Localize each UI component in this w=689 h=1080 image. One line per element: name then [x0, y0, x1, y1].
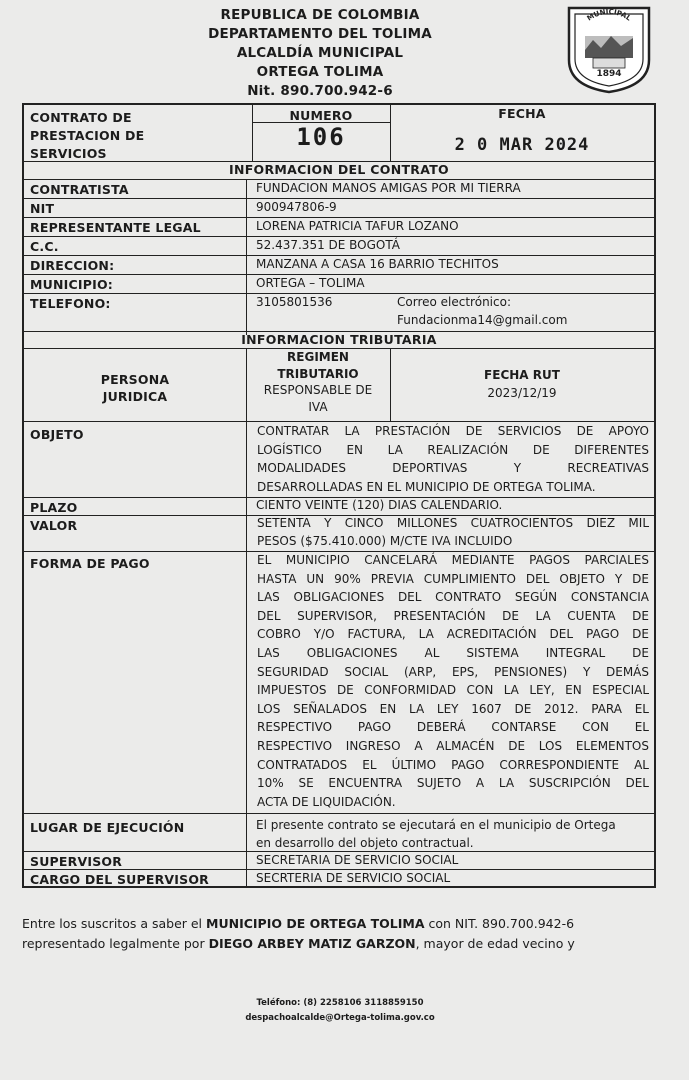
- forma-pago-line: LAS OBLIGACIONES DEL CONTRATO SEGÚN CONSTANCIA: [257, 590, 649, 605]
- body-line2-a: representado legalmente por: [22, 936, 209, 951]
- lugar-line1: El presente contrato se ejecutará en el municipio de Ortega: [256, 818, 616, 832]
- header-municipality: ORTEGA TOLIMA: [256, 64, 384, 80]
- label-objeto: OBJETO: [30, 427, 84, 442]
- forma-pago-line: CONTRATADOS EL ÚLTIMO PAGO CORRESPONDIENTE AL: [257, 757, 649, 772]
- label-contratista: CONTRATISTA: [30, 182, 129, 197]
- document-header: [150, 6, 490, 101]
- value-valor: [257, 515, 649, 550]
- objeto-line: DESARROLLADAS EN EL MUNICIPIO DE ORTEGA TOLIMA.: [257, 479, 596, 494]
- regimen-line1: REGIMEN: [287, 350, 349, 364]
- label-municipio: MUNICIPIO:: [30, 277, 113, 292]
- value-telefono: 3105801536: [256, 295, 333, 309]
- contract-number: 106: [296, 123, 346, 151]
- objeto-line: LOGÍSTICO EN LA REALIZACIÓN DE DIFERENTES: [257, 442, 649, 457]
- municipal-seal-icon: [563, 2, 655, 94]
- footer-email: despachoalcalde@Ortega-tolima.gov.co: [245, 1013, 435, 1023]
- value-representante: LORENA PATRICIA TAFUR LOZANO: [256, 219, 459, 233]
- contract-body-text: [22, 914, 642, 954]
- objeto-line: MODALIDADES DEPORTIVAS Y RECREATIVAS: [257, 461, 649, 476]
- forma-pago-line: 10% SE ENCUENTRA SUJETO A LA SUSCRIPCIÓN DEL: [257, 776, 649, 791]
- contract-title-line3: SERVICIOS: [30, 146, 107, 161]
- forma-pago-line: RESPECTIVO INGRESO A ALMACÉN DE LOS ELEMENTOS: [257, 738, 649, 753]
- value-forma-pago: [257, 551, 649, 811]
- forma-pago-line: LAS OBLIGACIONES AL SISTEMA INTEGRAL DE: [257, 645, 649, 660]
- persona-juridica: [24, 371, 246, 405]
- objeto-line: CONTRATAR LA PRESTACIÓN DE SERVICIOS DE APOYO: [257, 424, 649, 438]
- value-cargo-supervisor: SECRTERIA DE SERVICIO SOCIAL: [256, 871, 451, 885]
- body-line1-a: Entre los suscritos a saber el: [22, 916, 207, 931]
- value-objeto: [257, 422, 649, 496]
- forma-pago-line: EL MUNICIPIO CANCELARÁ MEDIANTE PAGOS PARCIALES: [257, 553, 649, 567]
- value-correo: Fundacionma14@gmail.com: [397, 313, 568, 327]
- valor-line1: SETENTA Y CINCO MILLONES CUATROCIENTOS DIEZ MIL: [257, 516, 649, 530]
- regimen-tributario: [246, 349, 390, 415]
- forma-pago-line: HASTA UN 90% PREVIA CUMPLIMIENTO DEL OBJETO Y DE: [257, 571, 649, 586]
- label-lugar-ejecucion: LUGAR DE EJECUCIÓN: [30, 820, 185, 835]
- forma-pago-line: DEL SUPERVISOR, PRESENTACIÓN DE LA CUENTA DE: [257, 608, 649, 623]
- label-cargo-supervisor: CARGO DEL SUPERVISOR: [30, 872, 209, 887]
- header-alcaldia: ALCALDÍA MUNICIPAL: [236, 45, 404, 61]
- value-lugar-ejecucion: [256, 816, 616, 852]
- label-valor: VALOR: [30, 518, 78, 533]
- lugar-line2: en desarrollo del objeto contractual.: [256, 836, 474, 850]
- value-plazo: CIENTO VEINTE (120) DIAS CALENDARIO.: [256, 498, 503, 512]
- label-cc: C.C.: [30, 239, 59, 254]
- body-line2: [22, 934, 642, 954]
- body-line2-c: , mayor de edad vecino y: [415, 936, 575, 951]
- label-forma-pago: FORMA DE PAGO: [30, 556, 150, 571]
- label-correo: Correo electrónico:: [397, 295, 511, 309]
- footer-phone: Teléfono: (8) 2258106 3118859150: [256, 998, 424, 1008]
- persona-line1: PERSONA: [100, 372, 170, 387]
- contract-date: 2 0 MAR 2024: [454, 135, 590, 155]
- label-supervisor: SUPERVISOR: [30, 854, 123, 869]
- section-info-tributaria: INFORMACION TRIBUTARIA: [241, 332, 437, 347]
- header-country: REPUBLICA DE COLOMBIA: [220, 7, 420, 23]
- forma-pago-line: ACTA DE LIQUIDACIÓN.: [257, 794, 396, 809]
- label-telefono: TELEFONO:: [30, 296, 111, 311]
- body-line1: [22, 914, 642, 934]
- body-municipio: MUNICIPIO DE ORTEGA TOLIMA: [206, 916, 425, 931]
- label-plazo: PLAZO: [30, 500, 78, 515]
- header-nit: Nit. 890.700.942-6: [247, 83, 393, 99]
- document-footer: [170, 996, 510, 1026]
- fecha-rut: [390, 366, 654, 402]
- value-cc: 52.437.351 DE BOGOTÁ: [256, 238, 400, 252]
- persona-line2: JURIDICA: [102, 389, 168, 404]
- value-direccion: MANZANA A CASA 16 BARRIO TECHITOS: [256, 257, 499, 271]
- body-representante: DIEGO ARBEY MATIZ GARZON: [208, 936, 416, 951]
- value-supervisor: SECRETARIA DE SERVICIO SOCIAL: [256, 853, 459, 867]
- section-info-contrato: INFORMACION DEL CONTRATO: [229, 162, 449, 177]
- fecha-rut-value: 2023/12/19: [487, 386, 557, 400]
- seal-year: 1894: [596, 69, 622, 79]
- value-contratista: FUNDACION MANOS AMIGAS POR MI TIERRA: [256, 181, 521, 195]
- label-direccion: DIRECCION:: [30, 258, 115, 273]
- numero-label: NUMERO: [289, 108, 353, 123]
- contract-table: [22, 103, 656, 888]
- forma-pago-line: COBRO Y/O FACTURA, LA ACREDITACIÓN DEL PAGO DE: [257, 627, 649, 642]
- value-municipio: ORTEGA – TOLIMA: [256, 276, 365, 290]
- seal-top-text: MUNICIPAL: [585, 7, 633, 23]
- label-representante: REPRESENTANTE LEGAL: [30, 220, 201, 235]
- contract-title: [30, 109, 144, 163]
- forma-pago-line: IMPUESTOS DE CONFORMIDAD CON LA LEY, EN ESPECIAL: [257, 683, 649, 698]
- valor-line2: PESOS ($75.410.000) M/CTE IVA INCLUIDO: [257, 533, 513, 548]
- regimen-line2: TRIBUTARIO: [277, 366, 359, 381]
- regimen-line4: IVA: [308, 399, 328, 414]
- forma-pago-line: SEGURIDAD SOCIAL (ARP, EPS, PENSIONES) Y DEMÁS: [257, 664, 649, 679]
- fecha-label: FECHA: [498, 106, 546, 121]
- contract-title-line2: PRESTACION DE: [30, 128, 145, 143]
- forma-pago-line: RESPECTIVO PAGO DEBERÁ CONTARSE CON EL: [257, 720, 649, 735]
- value-nit: 900947806-9: [256, 200, 337, 214]
- regimen-line3: RESPONSABLE DE: [263, 383, 373, 397]
- body-line1-c: con NIT. 890.700.942-6: [424, 916, 575, 931]
- label-nit: NIT: [30, 201, 55, 216]
- header-department: DEPARTAMENTO DEL TOLIMA: [208, 26, 432, 42]
- contract-title-line1: CONTRATO DE: [30, 110, 132, 125]
- forma-pago-line: LOS SEÑALADOS EN LA LEY 1607 DE 2012. PARA EL: [257, 701, 649, 716]
- fecha-rut-label: FECHA RUT: [484, 368, 560, 382]
